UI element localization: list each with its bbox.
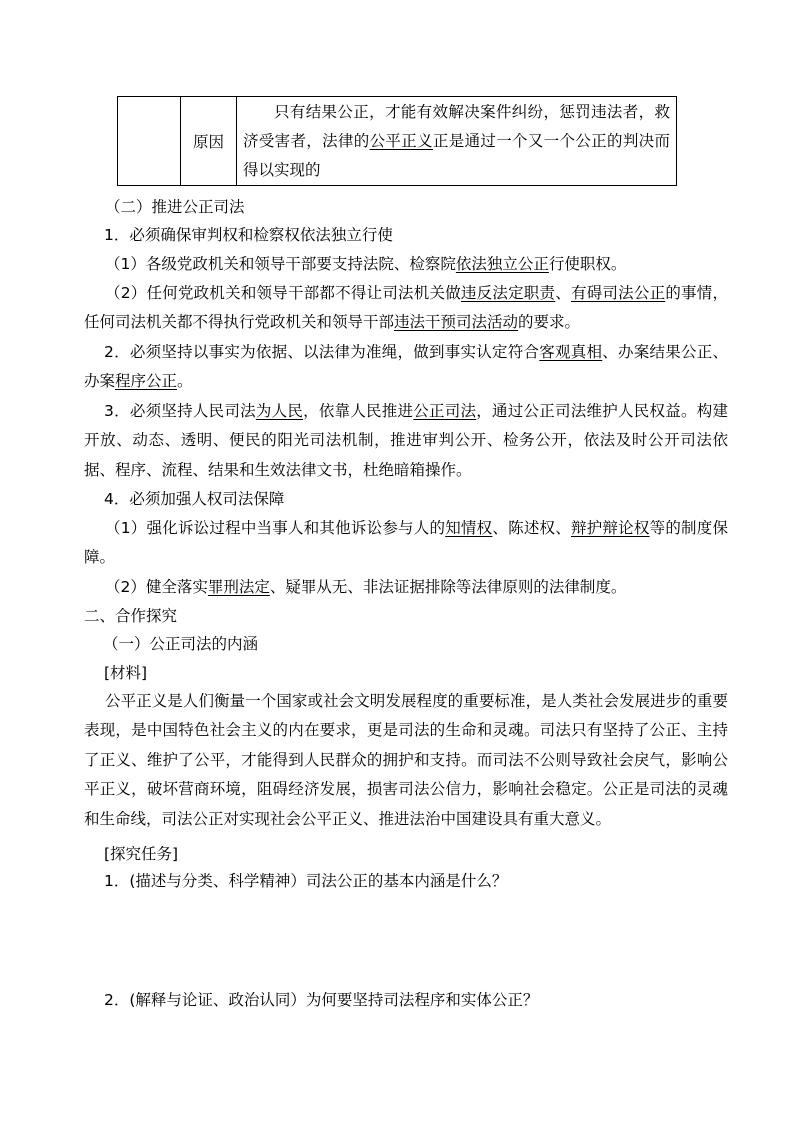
text: 、疑罪从无、非法证据排除等法律原则的法律制度。: [269, 578, 627, 596]
item-3: [84, 397, 728, 485]
underlined-term: 违法干预司法活动: [394, 313, 519, 332]
underlined-term: 有碍司法公正: [570, 284, 666, 302]
heading-cooperative-inquiry: 二、合作探究: [84, 607, 178, 625]
reason-table: [117, 96, 677, 186]
text: 、陈述权、: [492, 519, 571, 537]
item-4-sub-2: [105, 576, 626, 598]
text: 行使职权。: [548, 255, 627, 273]
text: 的要求。: [518, 313, 581, 332]
underlined-term: 公正司法: [413, 402, 477, 420]
question-1: 1．(描述与分类、科学精神）司法公正的基本内涵是什么？: [104, 872, 508, 890]
item-1: 1．必须确保审判权和检察权依法独立行使: [104, 226, 393, 244]
text: ，依靠人民推进: [303, 402, 414, 420]
underlined-term: 程序公正: [115, 372, 178, 391]
underlined-term: 知情权: [445, 519, 493, 537]
item-1-sub-2: [84, 279, 728, 338]
item-4-sub-1: [84, 514, 728, 573]
text: （1）各级党政机关和领导干部要支持法院、检察院: [105, 255, 456, 273]
text: （2）健全落实: [105, 578, 208, 596]
text: 、: [555, 284, 571, 302]
table-cell-label: 原因: [181, 97, 237, 186]
table-text-2: 正是通过一个又一个公正的判决而得以实现的: [243, 131, 670, 179]
underlined-term: 辩护辩论权: [570, 519, 650, 537]
text: 2．必须坚持以事实为依据、以法律为准绳，做到事实认定符合: [104, 343, 540, 361]
text: 、办案结果公正、办案: [84, 343, 728, 391]
item-2: [84, 338, 728, 397]
text: 的事情，任何司法机关都不得执行党政机关和领导干部: [84, 284, 728, 332]
table-row: [118, 97, 677, 186]
text: 。: [177, 372, 193, 391]
material-tag: [材料]: [104, 664, 148, 682]
text: （2）任何党政机关和领导干部都不得让司法机关做: [105, 284, 461, 302]
task-tag: [探究任务]: [104, 845, 179, 863]
item-4: 4．必须加强人权司法保障: [104, 490, 285, 508]
table-cell-empty: [118, 97, 181, 186]
text: （1）强化诉讼过程中当事人和其他诉讼参与人的: [105, 519, 446, 537]
question-2: 2．(解释与论证、政治认同）为何要坚持司法程序和实体公正？: [104, 991, 539, 1009]
section-heading-1: （一）公正司法的内涵: [103, 635, 259, 653]
text: ，通过公正司法维护人民权益。构建开放、动态、透明、便民的阳光司法机制，推进审判公开、检务公开，依法及时公开司法依据、程序、流程、结果和生效法律文书，杜绝暗箱操作。: [84, 402, 728, 479]
text: 3．必须坚持人民司法: [104, 402, 256, 420]
table-underline-1: 公平正义: [369, 131, 433, 150]
table-cell-content: [237, 97, 677, 186]
underlined-term: 依法独立公正: [455, 255, 549, 273]
material-paragraph: 公平正义是人们衡量一个国家或社会文明发展程度的重要标准，是人类社会发展进步的重要表现，是中国特色社会主义的内在要求，更是司法的生命和灵魂。司法只有坚持了公正、主持了正义、维护了公平，才能得到人民群众的拥护和支持。而司法不公则导致社会戾气，影响公平正义，破坏营商环境，阻碍经济发展，损害司法公信力，影响社会稳定。公正是司法的灵魂和生命线，司法公正对实现社会公平正义、推进法治中国建设具有重大意义。: [84, 692, 728, 828]
underlined-term: 罪刑法定: [207, 578, 270, 596]
section-heading-2: （二）推进公正司法: [105, 198, 245, 216]
underlined-term: 违反法定职责: [460, 284, 556, 302]
underlined-term: 为人民: [255, 402, 304, 420]
item-1-sub-1: [105, 253, 626, 275]
text: 等的制度保障。: [84, 519, 728, 567]
underlined-term: 客观真相: [539, 343, 603, 361]
table-text-1: 只有结果公正，才能有效解决案件纠纷，惩罚违法者，救济受害者，法律的: [243, 102, 670, 150]
